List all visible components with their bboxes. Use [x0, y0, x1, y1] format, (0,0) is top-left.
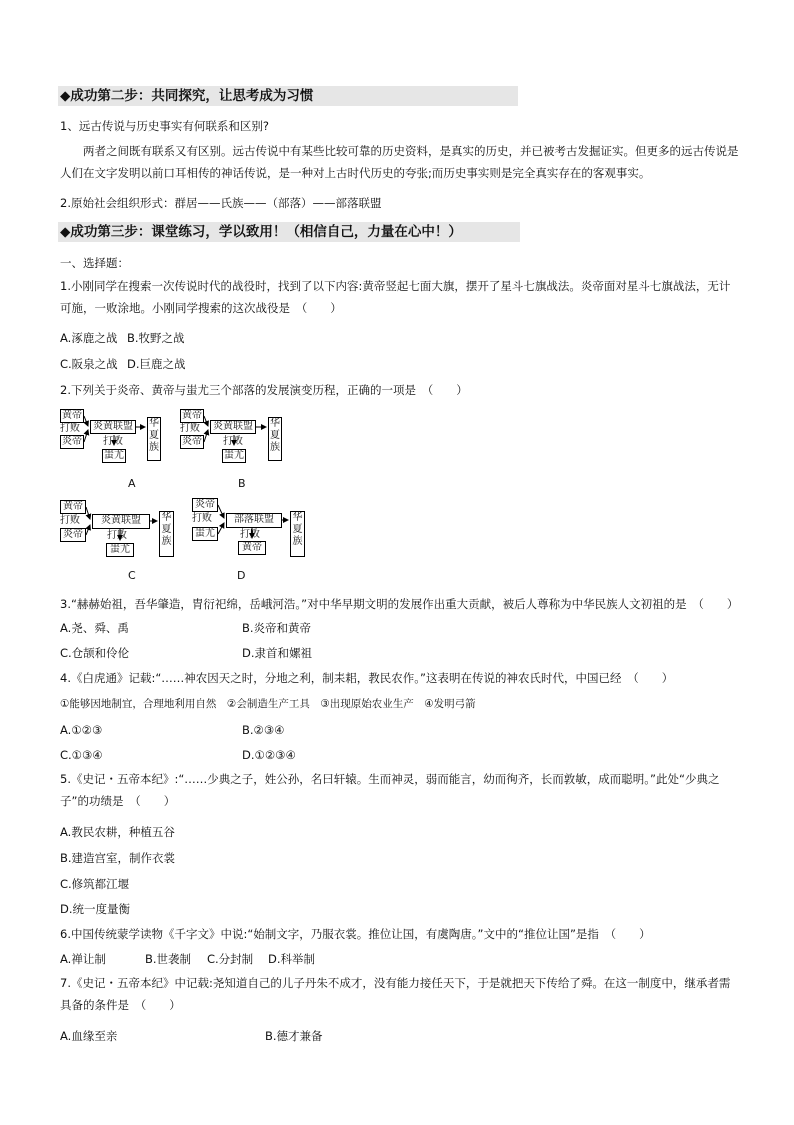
diagram-c-caption: C: [128, 569, 136, 582]
question-6-option-c[interactable]: C.分封制: [207, 952, 254, 966]
question-5-stem: 5.《史记・五帝本纪》:“……少典之子，姓公孙，名曰轩辕。生而神灵，弱而能言，幼而徇齐，长而敦敏，成而聪明。”此处“少典之子”的功绩是 （ ）: [60, 772, 720, 808]
question-3-option-a[interactable]: A.尧、舜、禹: [60, 621, 129, 635]
question-1-stem: 1.小刚同学在搜索一次传说时代的战役时，找到了以下内容:黄帝竖起七面大旗，摆开了星斗七旗战法。炎帝面对星斗七旗战法，无计可施，一败涂地。小刚同学搜索的这次战役是 （ ）: [60, 279, 731, 315]
explore-question-2: 2.原始社会组织形式：群居——氏族——（部落）——部落联盟: [60, 196, 382, 210]
question-4-option-c[interactable]: C.①③④: [60, 748, 103, 762]
question-3-option-c[interactable]: C.仓颉和伶伦: [60, 646, 130, 660]
diagram-a-union: 炎黄联盟: [90, 420, 136, 434]
diagram-c-enemy: 蚩尤: [106, 543, 134, 557]
diagram-d-top: 炎帝: [192, 498, 218, 512]
question-3-option-d[interactable]: D.隶首和嫘祖: [242, 646, 313, 660]
explore-answer-1: 两者之间既有联系又有区别。远古传说中有某些比较可靠的历史资料，是真实的历史，并已被考古发掘证实。但更多的远古传说是人们在文字发明以前口耳相传的神话传说，是一种对上古时代历史的夸张;而历史事实则是完全真实存在的客观事实。: [60, 144, 739, 180]
part-title: 一、选择题：: [60, 256, 129, 270]
diagram-c-beat: 打败: [107, 530, 127, 541]
question-7-option-b[interactable]: B.德才兼备: [265, 1029, 323, 1043]
question-1-option-a[interactable]: A.涿鹿之战: [60, 331, 118, 345]
diagram-b-caption: B: [238, 477, 246, 490]
diagram-c-mid: 打败: [60, 515, 80, 526]
diagram-d-caption: D: [237, 569, 246, 582]
diagram-b-bottom: 炎帝: [182, 436, 202, 447]
diagram-b-final: 华夏族: [268, 417, 282, 461]
diagram-c-top: 黄帝: [60, 500, 86, 514]
question-4-option-d[interactable]: D.①②③④: [242, 748, 296, 762]
explore-question-1: 1、远古传说与历史事实有何联系和区别?: [60, 119, 269, 133]
diagram-d-union: 部落联盟: [226, 513, 282, 528]
question-6-option-d[interactable]: D.科举制: [268, 952, 316, 966]
question-5-option-a[interactable]: A.教民农耕，种植五谷: [60, 825, 175, 839]
question-3-stem: 3.“赫赫始祖，吾华肇造，胄衍祀绵，岳峨河浩。”对中华早期文明的发展作出重大贡献，被后人尊称为中华民族人文初祖的是 （ ）: [60, 597, 739, 611]
diagram-a-enemy: 蚩尤: [104, 450, 124, 461]
question-6-option-b[interactable]: B.世袭制: [145, 952, 192, 966]
diagram-a-mid: 打败: [60, 423, 80, 434]
question-2-stem: 2.下列关于炎帝、黄帝与蚩尤三个部落的发展演变历程，正确的一项是 （ ）: [60, 383, 468, 397]
section-heading-step2: ◆成功第二步：共同探究，让思考成为习惯: [58, 86, 518, 106]
diagram-a-beat: 打败: [103, 436, 123, 447]
diagram-c-final: 华夏族: [159, 511, 174, 557]
section-heading-step3: ◆成功第三步：课堂练习，学以致用！（相信自己，力量在心中！）: [58, 222, 520, 242]
diagram-d-bottom: 蚩尤: [192, 527, 218, 541]
question-4-items: ①能够因地制宜，合理地利用自然 ②会制造生产工具 ③出现原始农业生产 ④发明弓箭: [60, 698, 476, 710]
diagram-a-top: 黄帝: [62, 410, 82, 421]
question-6-option-a[interactable]: A.禅让制: [60, 952, 106, 966]
question-4-option-a[interactable]: A.①②③: [60, 723, 103, 737]
diagram-c-bottom: 炎帝: [60, 528, 86, 542]
question-4-option-b[interactable]: B.②③④: [242, 723, 285, 737]
diagram-b-mid: 打败: [180, 423, 200, 434]
question-1-option-d[interactable]: D.巨鹿之战: [127, 357, 186, 371]
diagram-b-enemy: 蚩尤: [224, 450, 244, 461]
question-5-option-b[interactable]: B.建造宫室，制作衣裳: [60, 851, 176, 865]
question-1-option-b[interactable]: B.牧野之战: [127, 331, 185, 345]
diagram-d-mid: 打败: [192, 513, 212, 524]
diagram-b-union: 炎黄联盟: [210, 420, 256, 434]
diagram-c-union: 炎黄联盟: [92, 514, 150, 529]
question-4-stem: 4.《白虎通》记载:“……神农因天之时，分地之利，制耒耜，教民农作。”这表明在传说的神农氏时代，中国已经 （ ）: [60, 671, 674, 685]
question-5-option-c[interactable]: C.修筑都江堰: [60, 877, 130, 891]
diagram-d-final: 华夏族: [290, 511, 305, 557]
question-3-option-b[interactable]: B.炎帝和黄帝: [242, 621, 312, 635]
diagram-a-bottom: 炎帝: [62, 436, 82, 447]
question-5-option-d[interactable]: D.统一度量衡: [60, 902, 131, 916]
diagram-d-beat: 打败: [240, 529, 260, 540]
diagram-a-caption: A: [128, 477, 136, 490]
question-1-option-c[interactable]: C.阪泉之战: [60, 357, 118, 371]
question-7-option-a[interactable]: A.血缘至亲: [60, 1029, 118, 1043]
question-7-stem: 7.《史记・五帝本纪》中记载:尧知道自己的儿子丹朱不成才，没有能力接任天下，于是就把天下传给了舜。在这一制度中，继承者需具备的条件是 （ ）: [60, 976, 731, 1012]
diagram-a-final: 华夏族: [147, 417, 161, 461]
diagram-d-enemy: 黄帝: [238, 541, 266, 555]
diagram-b-top: 黄帝: [182, 410, 202, 421]
question-6-stem: 6.中国传统蒙学读物《千字文》中说:“始制文字，乃服衣裳。推位让国，有虞陶唐。”文中的“推位让国”是指 （ ）: [60, 927, 651, 941]
diagram-b-beat: 打败: [223, 436, 243, 447]
